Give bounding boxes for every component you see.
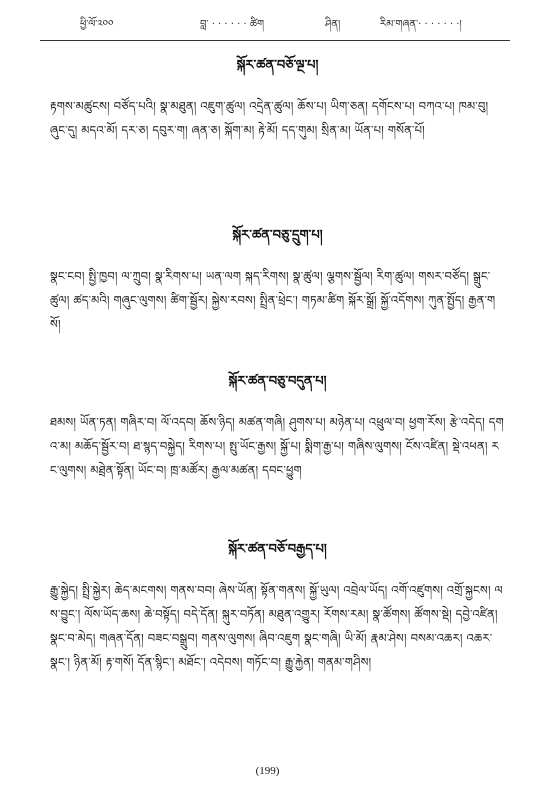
page-number: (199) [255, 765, 280, 777]
section-body: ཐམས། ཡོན་ཏན། གཞིར་བ། ལོ་འདབ། ཆོས་ཉིད། མཚན་གཞི། ཤུགས་པ། མཉེན་པ། འཕྲུལ་བ། ཕྱག་རོས། རྩེ་འདེད། དགའ་མ། མཆོད་སྦྱོར་བ། ཐ་སྙད་བསྐྱེད། རིགས་པ། སྤུ་ཡོང་རྒྱས། སྐྱོ་པ། སྨིག་རྒྱ་པ། གཞིས་ལུགས། ངོས་འཛིན། སྡེ་འཕན། རང་ལུགས། མཐྲེན་སྟོན། ཡོང་བ། ཁྲ་མཚོར། རྒྱལ་མཚན། དབང་ཕྱུག [50, 415, 504, 477]
section-15 [50, 56, 505, 142]
header-left: ཕྱི་ལོ་༢༠༠ [80, 19, 114, 30]
section-body: སྣང་ངབ། སྤྱི་ཁྱབ། ལ་ཀྲུབ། སྣ་རིགས་པ། ཡན་ལག སྐད་རིགས། སྣ་ཚུལ། ལྕགས་སྦྱོལ། རིག་ཚུལ། གསར་བཙོད། སྒྲུང་ཚུལ། ཚད་མའི། གཞུང་ལུགས། ཚིག་སྦྱོར། སྐྱེས་རབས། སྤྲིན་ཕྲེང་། གཏམ་ཚིག སྐོར་སྒྲོ། སྐྱོ་འདོགས། ཀུན་སྤྱོད། རྒྱན་གསོ། [50, 269, 496, 331]
section-17 [50, 372, 505, 482]
header-right-1: ཤིན། [325, 19, 341, 30]
section-body: རྒྱུ་སྐྱེད། སྤྲི་སྐྱེར། ཆེད་མངགས། གནས་བབ། ཞེས་ཡོན། སྟོན་གནས། སྐྱོ་ཡུལ། འབྲེལ་ཡོད། འགོ་འཛུགས། འགྲོ་སྐྱངས། ལས་བྱུང་། ལོས་ཡོད་ཆས། ཆེ་བསྟོད། བདེ་དོན། སྐུར་བཏོན། མཐུན་འགྱུར། རོགས་རམ། སྣ་ཚོགས། ཚོགས་སྡེ། དབྱེ་འཛིན། སྣང་བ་མེད། གཞན་དོན། བཟང་བསྒྲུབ། གནས་ལུགས། ཞིབ་འཇུག སྣང་གཞི། ཡི་མོ། རྣམ་ཤེས། བསམ་འཆར། འཆར་སྣང་། ཉིན་མོ། རྟ་གསོ། དོན་སྙིང་། མཐོང་། འདེབས། གཏོང་བ། རྒྱུ་རྐྱེན། གནམ་གཤིས། [50, 583, 503, 669]
header-mid: བླ་ · · · · · · ཚིག [200, 19, 264, 30]
running-header [40, 14, 510, 36]
section-title: སྐོར་ཚན་བཅོ་བརྒྱད་པ། [228, 542, 327, 557]
section-16 [50, 226, 505, 336]
section-title: སྐོར་ཚན་བཅོ་ལྔ་པ། [236, 58, 319, 73]
section-title: སྐོར་ཚན་བཅུ་དྲུག་པ། [232, 228, 323, 243]
header-rule [40, 40, 510, 41]
section-18 [50, 540, 505, 674]
section-body: རྟགས་མཚུངས། བཙོད་པའི། སྣ་མཐུན། འཇུག་ཚུལ། འདྲེན་ཚུལ། ཆོས་པ། ཡིག་ཅན། དགོངས་པ། བཀའ་པ། ཁམ་བུ། ཞུང་དུ། མདའ་མོ། དར་ཅ། དབུར་ག། ཞན་ཅ། སྐོག་མ། རྟེ་མོ། དད་གུམ། སྲིན་མ། ཡོན་པ། གསོན་པོ། [50, 99, 489, 137]
section-title: སྐོར་ཚན་བཅུ་བདུན་པ། [228, 374, 327, 389]
header-right-2: རིམ་གཞན་· · · · · · ·། [380, 19, 462, 30]
